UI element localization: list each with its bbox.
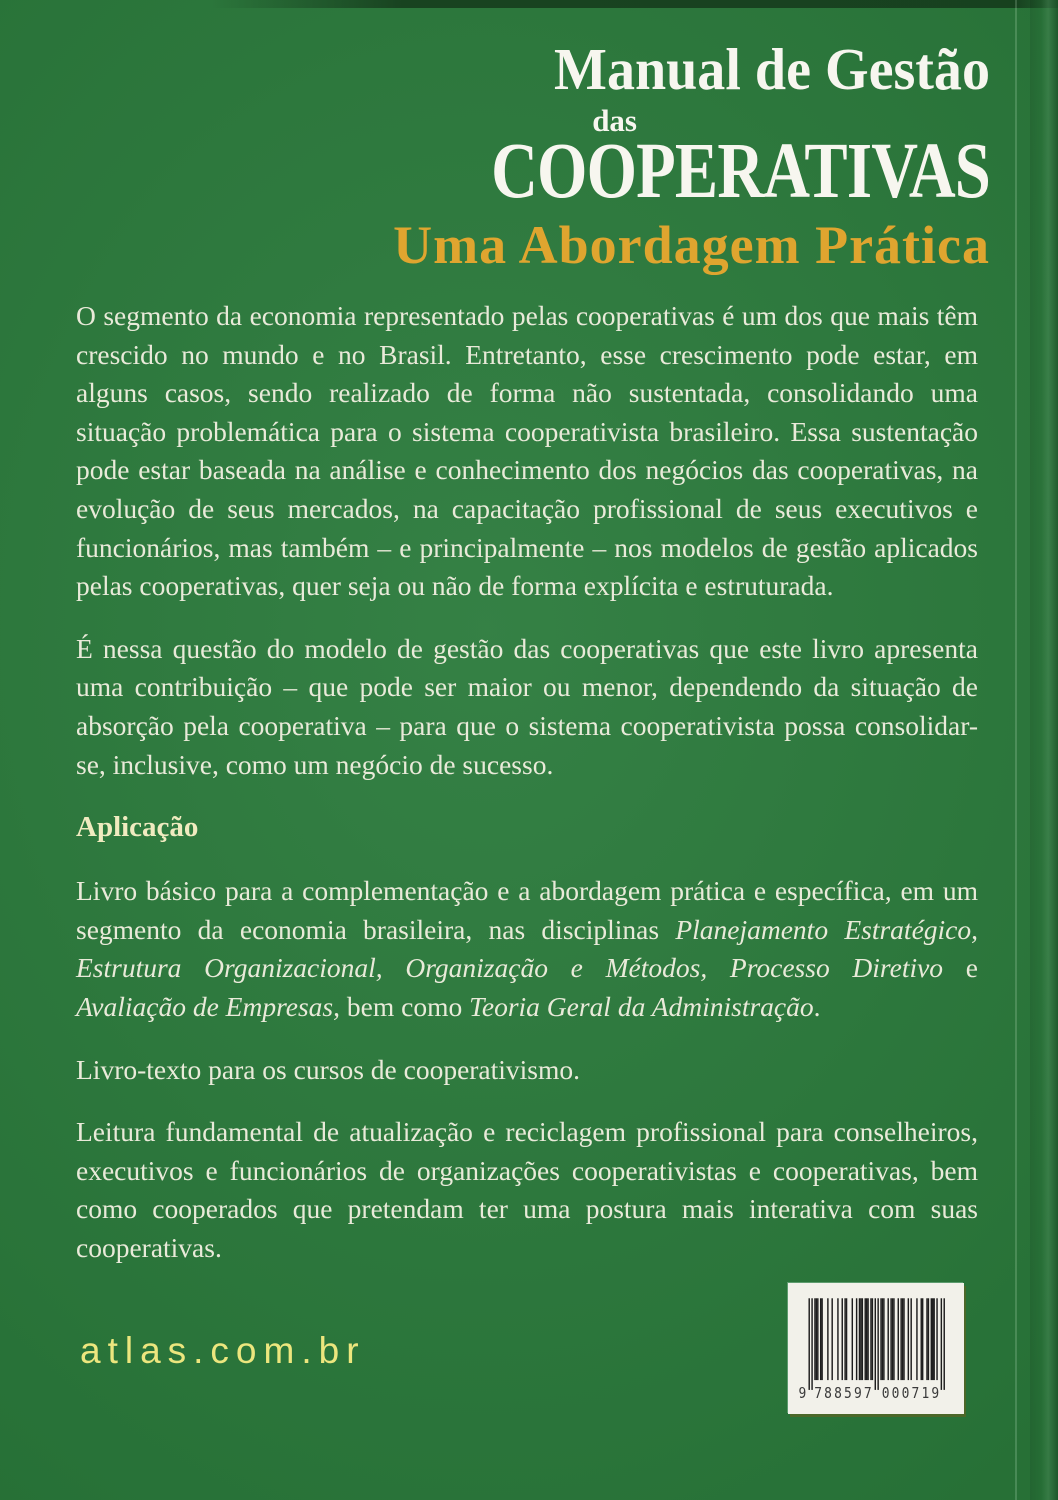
aplicacao-paragraphs (76, 872, 978, 1267)
paragraph: Leitura fundamental de atualização e reciclagem profissional para conselheiros, executivos e funcionários de organizações cooperativistas e cooperativas, bem como cooperados que pretendam ter uma postura mais interativa com suas cooperativas. (76, 1116, 978, 1263)
cover-crease-line (1015, 0, 1017, 1500)
photo-top-edge (0, 0, 1058, 8)
cover-right-edge (1030, 0, 1058, 1500)
paragraph: Livro-texto para os cursos de cooperativismo. (76, 1053, 581, 1085)
publisher-website: atlas.com.br (80, 1330, 366, 1371)
barcode (788, 1283, 964, 1414)
intro-paragraphs (76, 297, 978, 784)
title-block (290, 36, 990, 276)
paragraph: Livro básico para a complementação e a abordagem prática e específica, em um segmento da economia brasileira, nas disciplinas Planejamento Estratégico, Estrutura Organizacional, Organização e Métodos, Processo Diretivo e Avaliação de Empresas, bem como Teoria Geral da Administração. (76, 875, 978, 1022)
book-title-line2: das (592, 103, 637, 138)
barcode-digits: 9 (798, 1384, 807, 1402)
barcode-digits: 000719 (881, 1384, 940, 1402)
book-title-line3: COOPERATIVAS (491, 128, 990, 216)
book-subtitle: Uma Abordagem Prática (393, 215, 990, 276)
section-heading: Aplicação (76, 811, 199, 844)
paragraph: É nessa questão do modelo de gestão das cooperativas que este livro apresenta uma contribuição – que pode ser maior ou menor, dependendo da situação de absorção pela cooperativa – para que o sistema cooperativista possa consolidar-se, inclusive, como um negócio de sucesso. (76, 632, 978, 780)
barcode-digits: 788597 (814, 1384, 872, 1402)
back-cover-text (76, 297, 978, 1267)
paragraph: O segmento da economia representado pelas cooperativas é um dos que mais têm crescido no mundo e no Brasil. Entretanto, esse crescimento pode estar, em alguns casos, sendo realizado de forma não sustentada, consolidando uma situação problemática para o sistema cooperativista brasileiro. Essa sustentação pode estar baseada na análise e conhecimento dos negócios das cooperativas, na evolução de seus mercados, na capacitação profissional de seus executivos e funcionários, mas também – e principalmente – nos modelos de gestão aplicados pelas cooperativas, quer seja ou não de forma explícita e estruturada. (76, 300, 978, 602)
book-title-line1: Manual de Gestão (554, 36, 990, 102)
barcode-bars (797, 1295, 955, 1403)
